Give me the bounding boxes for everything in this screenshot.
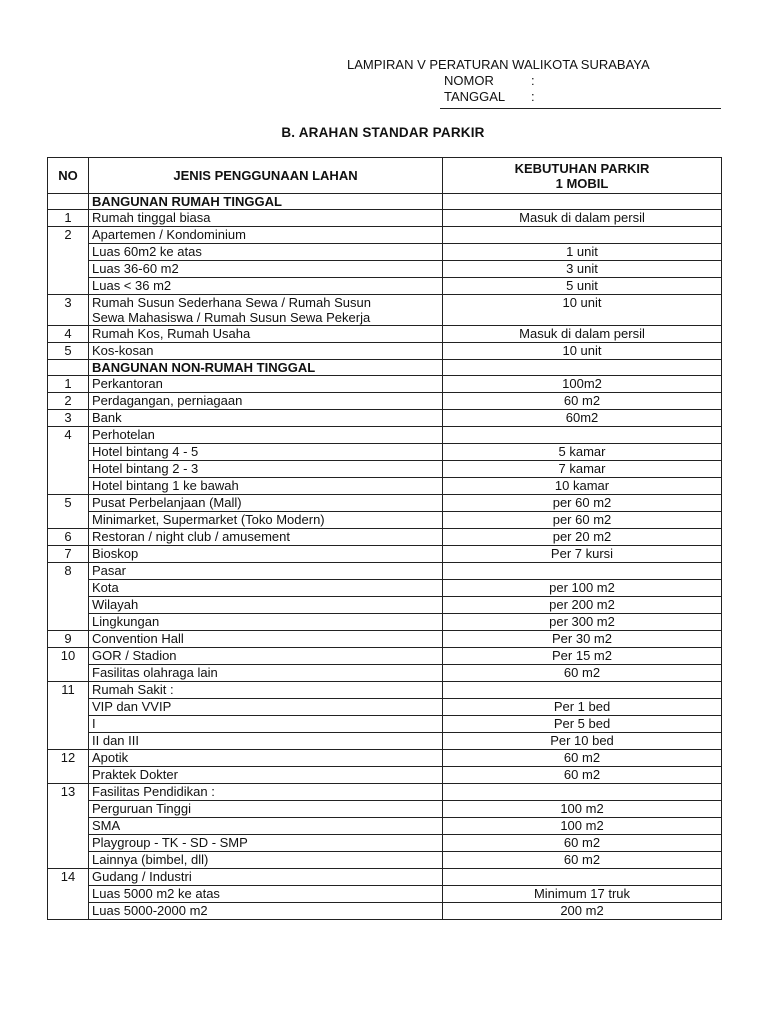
parking-need-value: 1 unit [443,243,721,260]
section-no-cell [48,360,89,376]
land-use-item: Playgroup - TK - SD - SMP [89,834,442,851]
parking-standard-table [47,157,722,920]
section-row [48,360,722,376]
land-use-item: Fasilitas olahraga lain [89,664,442,681]
land-use-item: Bioskop [92,546,139,561]
land-use-item: Hotel bintang 1 ke bawah [89,477,442,494]
row-number: 4 [48,326,89,343]
parking-need-cell [443,563,722,631]
land-use-item: I [89,715,442,732]
land-use-cell [89,495,443,529]
table-row [48,529,722,546]
land-use-item: II dan III [89,732,442,749]
parking-need-cell [443,648,722,682]
parking-need-value: per 20 m2 [552,529,612,544]
land-use-item: VIP dan VVIP [89,698,442,715]
parking-need-value [443,869,721,885]
row-number: 5 [48,343,89,360]
table-row [48,376,722,393]
row-number: 14 [48,869,89,920]
land-use-cell [89,784,443,869]
table-row [48,326,722,343]
table-row [48,495,722,529]
table-row [48,343,722,360]
parking-need-value: 60 m2 [443,766,721,783]
land-use-item: Rumah Kos, Rumah Usaha [92,326,251,341]
parking-need-value: 100 m2 [443,800,721,817]
land-use-cell [89,427,443,495]
section-title [0,125,768,140]
section-row [48,194,722,210]
parking-need-cell [443,631,722,648]
table-row [48,750,722,784]
land-use-item: Perdagangan, perniagaan [92,393,243,408]
parking-need-value: per 300 m2 [443,613,721,630]
header-kebutuhan-line1: KEBUTUHAN PARKIR [514,160,650,176]
land-use-item: Hotel bintang 2 - 3 [89,460,442,477]
land-use-item: Fasilitas Pendidikan : [92,784,215,799]
land-use-item: Pasar [92,563,126,578]
section-no-cell [48,194,89,210]
land-use-item: Luas 5000-2000 m2 [89,902,442,919]
table-row [48,869,722,920]
table-row [48,393,722,410]
land-use-item: Apotik [92,750,129,765]
parking-need-value: 5 kamar [443,443,721,460]
parking-need-value: 5 unit [443,277,721,294]
parking-need-cell [443,295,722,326]
land-use-cell [89,343,443,360]
header-no: NO [48,158,89,194]
parking-need-cell [443,393,722,410]
table-header-row [48,158,722,194]
land-use-cell [89,410,443,427]
parking-need-value: Masuk di dalam persil [519,326,645,341]
land-use-item: Kota [89,579,442,596]
parking-need-value: Per 7 kursi [550,546,614,561]
table-row [48,410,722,427]
parking-need-value [443,227,721,243]
parking-need-value: Per 10 bed [443,732,721,749]
row-number: 1 [48,210,89,227]
land-use-item: Kos-kosan [92,343,154,358]
land-use-item: Luas 5000 m2 ke atas [89,885,442,902]
header-kebutuhan-line2: 1 MOBIL [555,175,609,191]
row-number: 6 [48,529,89,546]
parking-need-value: 60 m2 [563,750,601,765]
header-kebutuhan [443,158,722,194]
parking-need-value: Per 1 bed [443,698,721,715]
tanggal-separator: : [531,89,535,104]
row-number: 3 [48,295,89,326]
parking-need-cell [443,869,722,920]
land-use-cell [89,546,443,563]
land-use-item: SMA [89,817,442,834]
row-number: 2 [48,227,89,295]
land-use-cell [89,869,443,920]
parking-need-value: Minimum 17 truk [443,885,721,902]
parking-need-value: 10 kamar [443,477,721,494]
row-number: 1 [48,376,89,393]
section-label: BANGUNAN RUMAH TINGGAL [89,194,443,210]
parking-need-cell [443,427,722,495]
land-use-line: Sewa Mahasiswa / Rumah Susun Sewa Pekerja [92,310,371,325]
table-row [48,784,722,869]
table-row [48,631,722,648]
land-use-item: Luas 60m2 ke atas [89,243,442,260]
table-row [48,648,722,682]
table-row [48,427,722,495]
table-row [48,295,722,326]
parking-need-value [443,427,721,443]
parking-need-cell [443,546,722,563]
land-use-cell [89,682,443,750]
land-use-item: GOR / Stadion [92,648,177,663]
parking-need-cell [443,343,722,360]
table-row [48,563,722,631]
land-use-item: Perkantoran [92,376,163,391]
tanggal-line [347,89,722,105]
header-jenis: JENIS PENGGUNAAN LAHAN [89,158,443,194]
land-use-cell [89,326,443,343]
parking-need-cell [443,326,722,343]
parking-need-value: 100m2 [562,376,602,391]
row-number: 7 [48,546,89,563]
land-use-cell [89,631,443,648]
parking-need-value: 7 kamar [443,460,721,477]
land-use-item: Restoran / night club / amusement [92,529,290,544]
row-number: 12 [48,750,89,784]
row-number: 13 [48,784,89,869]
parking-need-cell [443,376,722,393]
row-number: 5 [48,495,89,529]
parking-need-value: 10 unit [562,343,602,358]
land-use-cell [89,529,443,546]
land-use-item: Convention Hall [92,631,184,646]
parking-need-value: Per 30 m2 [552,631,612,646]
nomor-separator: : [531,73,535,88]
table-row [48,682,722,750]
parking-need-value: per 100 m2 [443,579,721,596]
parking-need-cell [443,227,722,295]
land-use-item: Perhotelan [92,427,155,442]
land-use-cell [89,227,443,295]
land-use-cell [89,295,443,326]
land-use-item: Pusat Perbelanjaan (Mall) [92,495,242,510]
land-use-cell [89,210,443,227]
land-use-line: Rumah Susun Sederhana Sewa / Rumah Susun [92,295,371,310]
document-header [347,57,722,105]
land-use-item: Lainnya (bimbel, dll) [89,851,442,868]
nomor-label: NOMOR [444,73,494,88]
section-title-text: B. ARAHAN STANDAR PARKIR [281,125,485,140]
section-label: BANGUNAN NON-RUMAH TINGGAL [89,360,443,376]
parking-need-value: Per 5 bed [443,715,721,732]
land-use-cell [89,648,443,682]
row-number: 2 [48,393,89,410]
parking-need-value [443,563,721,579]
land-use-cell [89,563,443,631]
section-empty-cell [443,360,722,376]
land-use-item: Gudang / Industri [92,869,192,884]
row-number: 8 [48,563,89,631]
parking-need-value: 60 m2 [563,393,601,408]
parking-need-cell [443,750,722,784]
section-empty-cell [443,194,722,210]
land-use-item: Bank [92,410,122,425]
row-number: 3 [48,410,89,427]
land-use-item: Hotel bintang 4 - 5 [89,443,442,460]
land-use-item: Rumah Sakit : [92,682,174,697]
parking-need-value: 200 m2 [443,902,721,919]
land-use-item: Wilayah [89,596,442,613]
parking-need-cell [443,410,722,427]
parking-need-value: per 60 m2 [443,511,721,528]
land-use-item: Luas < 36 m2 [89,277,442,294]
parking-need-value: per 200 m2 [443,596,721,613]
parking-need-value: 60 m2 [443,664,721,681]
land-use-cell [89,393,443,410]
header-divider [440,108,721,109]
parking-need-cell [443,529,722,546]
nomor-line [347,73,722,89]
parking-need-value: per 60 m2 [552,495,612,510]
land-use-item: Luas 36-60 m2 [89,260,442,277]
parking-need-value [443,682,721,698]
parking-need-value: 3 unit [443,260,721,277]
parking-need-value: Masuk di dalam persil [519,210,645,225]
tanggal-label: TANGGAL [444,89,506,104]
parking-need-cell [443,784,722,869]
land-use-cell [89,750,443,784]
land-use-item: Apartemen / Kondominium [92,227,246,242]
parking-need-value: 10 unit [562,295,602,310]
parking-need-value: 60 m2 [443,834,721,851]
lampiran-title: LAMPIRAN V PERATURAN WALIKOTA SURABAYA [347,57,650,72]
parking-need-cell [443,495,722,529]
parking-need-value [443,784,721,800]
row-number: 9 [48,631,89,648]
parking-need-value: 60 m2 [443,851,721,868]
land-use-item: Rumah tinggal biasa [92,210,211,225]
row-number: 4 [48,427,89,495]
land-use-item: Perguruan Tinggi [89,800,442,817]
table-row [48,546,722,563]
row-number: 11 [48,682,89,750]
parking-need-value: 100 m2 [443,817,721,834]
parking-need-cell [443,682,722,750]
row-number: 10 [48,648,89,682]
land-use-item: Lingkungan [89,613,442,630]
land-use-item: Minimarket, Supermarket (Toko Modern) [89,511,442,528]
parking-need-cell [443,210,722,227]
parking-need-value: 60m2 [565,410,599,425]
table-row [48,210,722,227]
land-use-item: Praktek Dokter [89,766,442,783]
table-row [48,227,722,295]
land-use-cell [89,376,443,393]
parking-need-value: Per 15 m2 [552,648,612,663]
table-body [48,194,722,920]
